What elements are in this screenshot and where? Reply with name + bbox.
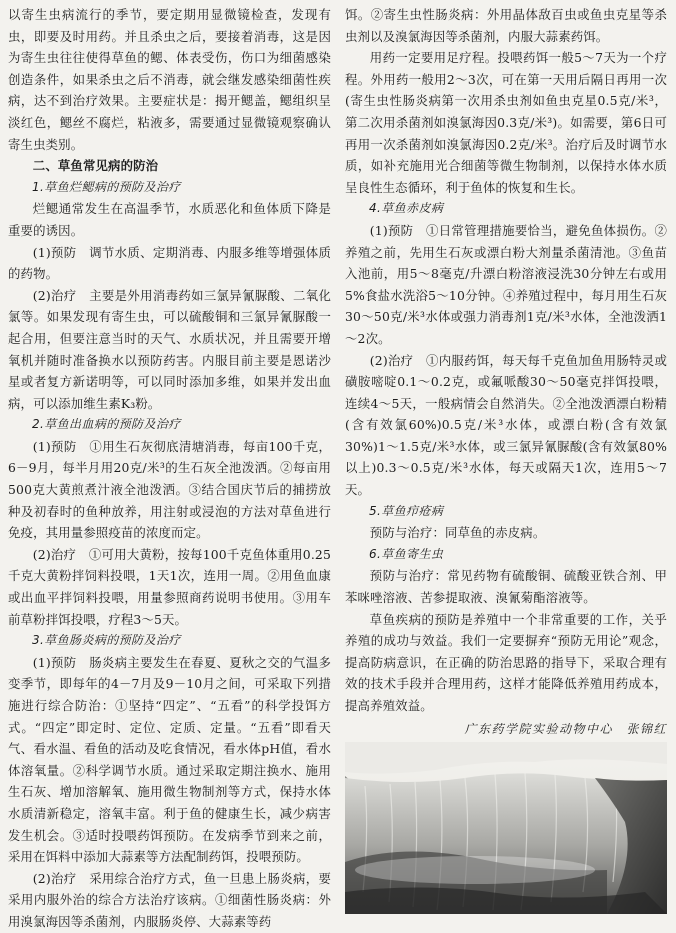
body-paragraph: 草鱼疾病的预防是养殖中一个非常重要的工作，关乎养殖的成功与效益。我们一定要摒弃“预防无用论”观念，提高防病意识，在正确的防治思路的指导下，采取合理有效的技术手段并合理用药，这样才能降低养殖用药成本，提高养殖效益。	[345, 611, 667, 713]
left-column	[8, 4, 331, 933]
body-paragraph: 烂鳃通常发生在高温季节，水质恶化和鱼体质下降是重要的诱因。	[8, 201, 331, 238]
signature-affiliation: 广东药学院实验动物中心 张锦红	[464, 721, 667, 736]
section-heading: 4.草鱼赤皮病	[369, 201, 444, 216]
body-paragraph: (2)治疗 主要是外用消毒药如三氯异氰脲酸、二氧化氯等。如果发现有寄生虫，可以硫酸铜和三氯异氰脲酸一起合用，但要注意当时的天气、水质状况，并且需要开增氧机并随时准备换水以预防药害。内服目前主要是恩诺沙星或者复方新诺明等，可以同时添加多维，如果并发出血病，可以添加维生素K₃粉。	[8, 287, 331, 411]
section-heading: 6.草鱼寄生虫	[369, 546, 444, 561]
body-paragraph: 以寄生虫病流行的季节，要定期用显微镜检查，发现有虫，即要及时用药。并且杀虫之后，要接着消毒，这是因为寄生虫往往使得草鱼的鳃、体表受伤，伤口为细菌感染创造条件，如果杀虫之后不消毒，就会继发感染细菌性疾病，达不到治疗效果。主要症状是：揭开鳃盖，鳃组织呈淡红色，鳃丝不腐烂，粘液多，需要通过显微镜观察确认寄生虫类别。	[8, 7, 331, 152]
section-heading: 二、草鱼常见病的防治	[32, 158, 159, 174]
body-paragraph: 饵。②寄生虫性肠炎病：外用晶体敌百虫或鱼虫克星等杀虫剂以及溴氯海因等杀菌剂，内服大蒜素药饵。	[345, 7, 667, 44]
body-paragraph: 用药一定要用足疗程。投喂药饵一般5～7天为一个疗程。外用药一般用2～3次，可在第一天用后隔日再用一次(寄生虫性肠炎病第一次用杀虫剂如鱼虫克星0.5克/米³，第二次用杀菌剂如溴氯海因0.3克/米³)。如需要，第6日可再用一次杀菌剂如溴氯海因0.2克/米³。治疗后及时调节水质，如补充施用光合细菌等微生物制剂，以保持水体水质呈良性生态循环，利于鱼体的恢复和生长。	[345, 50, 667, 195]
waterfall-photo	[345, 742, 667, 914]
section-heading: 5.草鱼疖疮病	[369, 503, 444, 518]
section-heading: 2.草鱼出血病的预防及治疗	[32, 417, 181, 432]
waterfall-illustration	[345, 742, 667, 914]
body-paragraph: (2)治疗 采用综合治疗方式，鱼一旦患上肠炎病，要采用内服外治的综合方法治疗该病。①细菌性肠炎病：外用溴氯海因等杀菌剂，内服肠炎停、大蒜素等药	[8, 870, 331, 929]
body-paragraph: 预防与治疗：常见药物有硫酸铜、硫酸亚铁合剂、甲苯咪唑溶液、苦参提取液、溴氰菊酯溶液等。	[345, 568, 667, 606]
body-paragraph: (1)预防 ①用生石灰彻底清塘消毒，每亩100千克，6－9月，每半月用20克/米³的生石灰全池泼洒。②每亩用500克大黄煎煮汁液全池泼洒。③结合国庆节后的捕捞放种及初春时的鱼种放养，用注射或浸泡的方法对草鱼进行免疫，其用量参照疫苗的浓度而定。	[8, 438, 331, 541]
body-paragraph: (2)治疗 ①内服药饵，每天每千克鱼加鱼用肠特灵或磺胺嘧啶0.1～0.2克，或氟哌酸30～50毫克拌饵投喂，连续4～5天，一般病情会自然消失。②全池泼洒漂白粉精(含有效氯60%)0.5克/米³水体，或漂白粉(含有效氯30%)1～1.5克/米³水体，或三氯异氰脲酸(含有效氯80%以上)0.3～0.5克/米³水体，每天或隔天1次，连用5～7天。	[345, 352, 667, 498]
body-paragraph: (1)预防 ①日常管理措施要恰当，避免鱼体损伤。②养殖之前，先用生石灰或漂白粉大剂量杀菌清池。③鱼苗入池前，用5～8毫克/升漂白粉溶液浸洗30分钟左右或用5%食盐水洗浴5～10分钟。④养殖过程中，每月用生石灰30～50克/米³水体或强力消毒剂1克/米³水体，全池泼洒1～2次。	[345, 222, 667, 346]
section-heading: 3.草鱼肠炎病的预防及治疗	[32, 633, 181, 648]
body-paragraph: (1)预防 肠炎病主要发生在春夏、夏秋之交的气温多变季节，即每年的4－7月及9－10月之间，可采取下列措施进行综合防治：①坚持“四定”、“五看”的科学投饵方式。“四定”即定时、定位、定质、定量。“五看”即看天气、看水温、看鱼的活动及吃食情况，看水体pH值，看水体溶氧量。②科学调节水质。通过采取定期注换水、施用生石灰、增加溶解氧、施用微生物制剂等方式，保持水体水质清新稳定，溶氧丰富。利于鱼的健康生长，减少病害发生机会。③适时投喂药饵预防。在发病季节到来之前，采用在饵料中添加大蒜素等方法配制药饵，投喂预防。	[8, 654, 331, 865]
right-column	[345, 4, 667, 779]
body-paragraph: (2)治疗 ①可用大黄粉，按每100千克鱼体重用0.25千克大黄粉拌饲料投喂，1天1次，连用一周。②用鱼血康或出血平拌饲料投喂，用量参照商药说明书使用。③用车前草粉拌饵投喂，疗程3～5天。	[8, 546, 331, 627]
body-paragraph: 预防与治疗：同草鱼的赤皮病。	[369, 525, 546, 541]
body-paragraph: (1)预防 调节水质、定期消毒、内服多维等增强体质的药物。	[8, 244, 331, 282]
section-heading: 1.草鱼烂鳃病的预防及治疗	[32, 179, 181, 194]
